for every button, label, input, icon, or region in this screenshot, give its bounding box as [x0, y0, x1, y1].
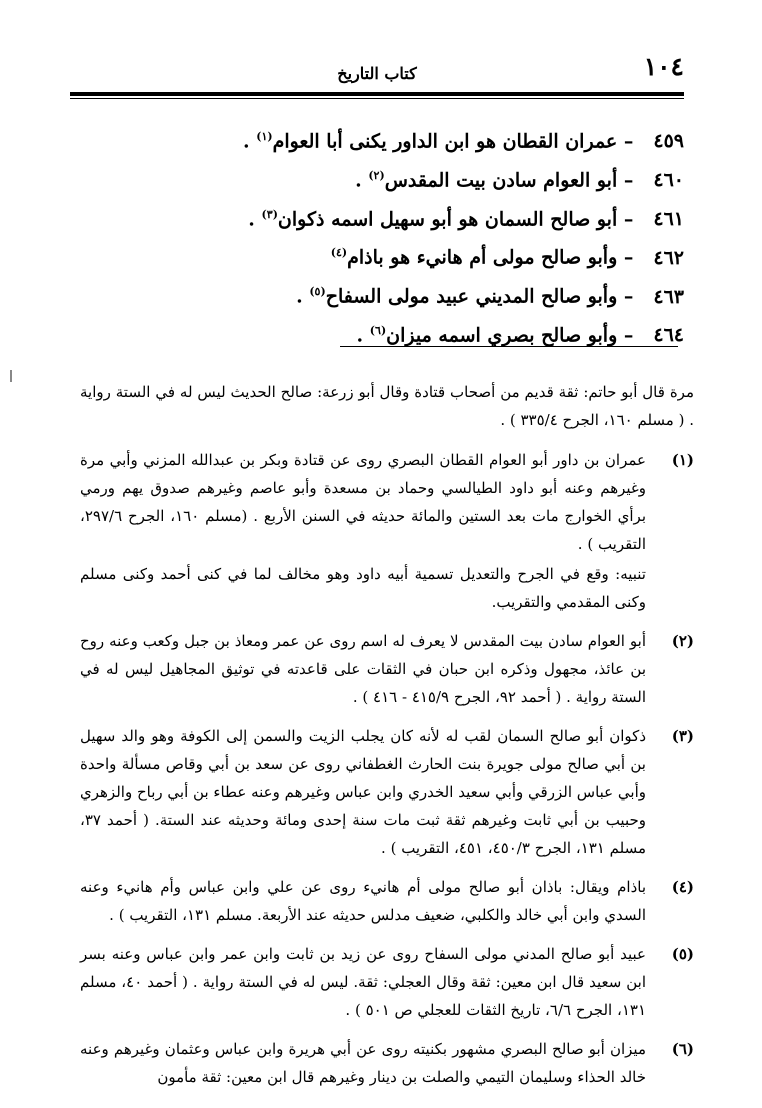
footnote-body: [80, 940, 646, 1024]
page-header: [70, 52, 684, 92]
entry-462: ٤٦٢ – وأبو صالح مولى أم هانيء هو باذام$^{(٤)}$: [120, 236, 684, 275]
footnote-2: [80, 627, 694, 711]
footnote-text: ذكوان أبو صالح السمان لقب له لأنه كان يجلب الزيت والسمن إلى الكوفة وهو والد سهيل بن أبي صالح مولى جويرة بنت الحارث الغطفاني روى عن سعد بن أبي وقاص مسألة واحدة وأبي عباس الزرقي وأبي سعيد الخدري وابن عباس وغيرهم وعنه عطاء بن أبي رباح والزهري وحبيب بن أبي ثابت وغيرهم ثقة ثبت مات سنة إحدى ومائة وحديثه عند الستة. ( أحمد ٣٧، مسلم ١٣١، الجرح ٤٥٠/٣، ٤٥١، التقريب ) .: [80, 727, 646, 857]
footnote-ref[interactable]: (٥): [309, 285, 326, 299]
footnote-text: باذام ويقال: باذان أبو صالح مولى أم هانيء روى عن علي وابن عباس وأم هانيء وعنه السدي وابن أبي خالد والكلبي، ضعيف مدلس حديثه عند الأربعة. مسلم ١٣١، التقريب ) .: [80, 878, 646, 924]
entry-text: وأبو صالح بصري اسمه ميزان: [386, 324, 618, 347]
entry-end: .: [296, 285, 303, 308]
footnote-marker: (٥): [671, 945, 694, 963]
entry-end: .: [242, 130, 250, 153]
entry-text: أبو صالح السمان هو أبو سهيل اسمه ذكوان: [277, 207, 618, 230]
entry-number: ٤٦٣: [653, 285, 684, 308]
entry-number: ٤٦٤: [653, 324, 684, 347]
footnote-marker: (٣): [671, 727, 694, 745]
footnote-continuation: مرة قال أبو حاتم: ثقة قديم من أصحاب قتادة وقال أبو زرعة: صالح الحديث ليس له في الستة رواية . ( مسلم ١٦٠، الجرح ٣٣٥/٤ ) .: [80, 383, 694, 429]
footnote-separator: [340, 346, 678, 347]
footnote-text: عبيد أبو صالح المدني مولى السفاح روى عن زيد بن ثابت وابن عمر وابن عباس وعنه بسر ابن سعيد قال ابن معين: ثقة وقال العجلي: ثقة. ليس له في الستة رواية . ( أحمد ٤٠، مسلم ١٣١، الجرح ٦/٦، تاريخ الثقات للعجلي ص ٥٠١ ) .: [80, 945, 646, 1019]
entry-text: وأبو صالح مولى أم هانيء هو باذام: [347, 246, 618, 269]
entry-text: عمران القطان هو ابن الداور يكنى أبا العوام: [272, 130, 618, 153]
header-rule-thick: [70, 92, 684, 96]
entry-end: .: [356, 324, 364, 347]
entry-461: ٤٦١ – أبو صالح السمان هو أبو سهيل اسمه ذكوان$^{(٣)}$ .: [120, 198, 684, 237]
footnote-marker: (٦): [671, 1040, 694, 1058]
entry-459: ٤٥٩ – عمران القطان هو ابن الداور يكنى أبا العوام$^{(١)}$ .: [120, 120, 684, 159]
footnote-1: [80, 446, 694, 616]
entry-463: ٤٦٣ – وأبو صالح المديني عبيد مولى السفاح$^{(٥)}$ .: [120, 275, 684, 314]
entry-number: ٤٦١: [653, 207, 684, 230]
footnote-5: [80, 940, 694, 1024]
footnote-body: [80, 873, 646, 929]
footnotes-section: [80, 378, 694, 1102]
entry-number: ٤٦٠: [653, 169, 684, 192]
footnote-text: أبو العوام سادن بيت المقدس لا يعرف له اسم روى عن عمر ومعاذ بن جبل وكعب وعنه روح بن عائذ، مجهول وذكره ابن حبان في الثقات على قاعدته في توثيق المجاهيل ليس له في الستة رواية . ( أحمد ٩٢، الجرح ٤١٥/٩ - ٤١٦ ) .: [80, 632, 646, 706]
footnote-ref[interactable]: (٢): [368, 168, 385, 182]
footnote-ref[interactable]: (١): [256, 130, 273, 143]
footnote-4: [80, 873, 694, 929]
footnote-text: عمران بن داور أبو العوام القطان البصري روى عن قتادة وبكر بن عبدالله المزني وأبي مرة وغيرهم وعنه أبو داود الطيالسي وحماد بن مسعدة وأبو عاصم وغيرهم صدوق يهم ورمي برأي الخوارج مات بعد الستين والمائة حديثه في السنن الأربع . (مسلم ١٦٠، الجرح ٢٩٧/٦، التقريب ) .: [80, 451, 646, 553]
scan-edge-mark: [10, 370, 12, 382]
page-number: ١٠٤: [643, 52, 684, 81]
footnote-ref[interactable]: (٣): [261, 207, 278, 221]
footnote-6: [80, 1035, 694, 1091]
header-rule-thin: [70, 98, 684, 99]
main-entries: [120, 120, 684, 353]
entry-end: .: [355, 169, 362, 192]
entry-464: ٤٦٤ – وأبو صالح بصري اسمه ميزان$^{(٦)}$ .: [120, 314, 684, 353]
footnote-marker: (٤): [671, 878, 694, 896]
entry-text: وأبو صالح المديني عبيد مولى السفاح: [325, 285, 618, 308]
footnote-note: تنبيه: وقع في الجرح والتعديل تسمية أبيه داود وهو مخالف لما في كنى أحمد وكنى مسلم وكنى المقدمي والتقريب.: [80, 565, 646, 611]
footnote-3: [80, 722, 694, 862]
entry-end: .: [248, 207, 255, 230]
footnote-marker: (٢): [671, 632, 694, 650]
entry-460: ٤٦٠ – أبو العوام سادن بيت المقدس$^{(٢)}$ .: [120, 159, 684, 198]
footnote-ref[interactable]: (٦): [369, 324, 387, 338]
footnote-text: ميزان أبو صالح البصري مشهور بكنيته روى عن أبي هريرة وابن عباس وعثمان وغيرهم وعنه خالد الحذاء وسليمان التيمي والصلت بن دينار وغيرهم قال ابن معين: ثقة مأمون: [80, 1040, 646, 1086]
footnote-body: [80, 1035, 646, 1091]
book-title: كتاب التاريخ: [337, 64, 417, 83]
footnote-body: [80, 627, 646, 711]
entry-number: ٤٦٢: [653, 246, 684, 269]
footnote-marker: (١): [671, 451, 694, 469]
entry-text: أبو العوام سادن بيت المقدس: [384, 169, 618, 192]
footnote-ref[interactable]: (٤): [330, 246, 348, 260]
footnote-body: [80, 722, 646, 862]
footnote-body: [80, 446, 646, 616]
entry-number: ٤٥٩: [653, 130, 684, 153]
